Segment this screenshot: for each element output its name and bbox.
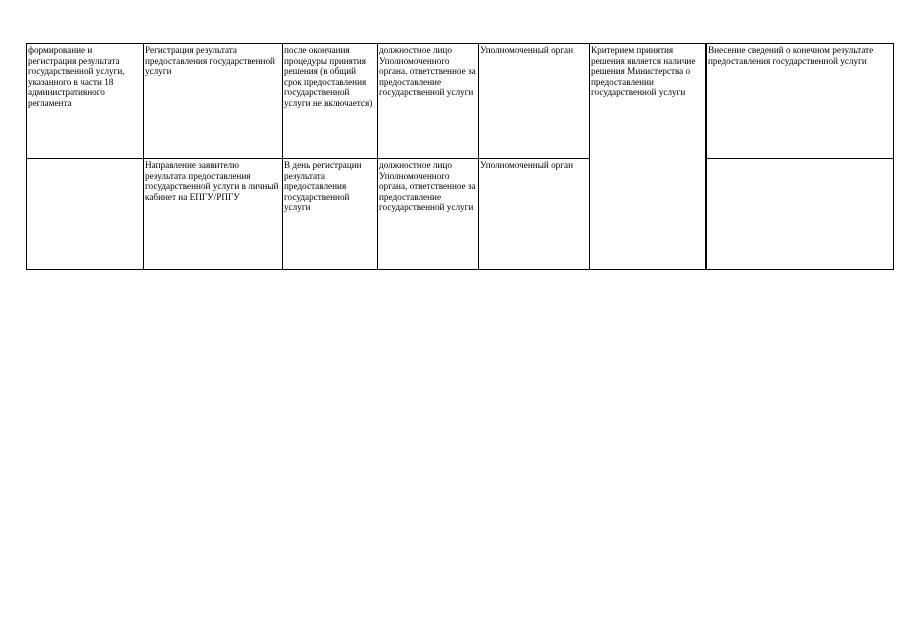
place-cell [479, 159, 590, 270]
action-text: Регистрация результата предоставления государственной услуги [145, 45, 275, 77]
criteria-cell [590, 44, 707, 270]
place-cell [479, 44, 590, 159]
basis-cell [27, 44, 144, 159]
table-row [27, 44, 894, 159]
place-text: Уполномоченный орган [480, 160, 574, 170]
term-text: В день регистрации результата предоставления государственной услуги [284, 160, 362, 213]
action-cell [144, 44, 283, 159]
action-cell [144, 159, 283, 270]
official-cell [378, 44, 479, 159]
procedure-table [26, 43, 894, 270]
official-text: должностное лицо Уполномоченного органа, ответственное за предоставление государственной услуги [379, 45, 476, 98]
result-text: Внесение сведений о конечном результате предоставления государственной услуги [708, 45, 874, 66]
term-text: после окончания процедуры принятия решения (в общий срок предоставления государственной услуги не включается) [284, 45, 373, 108]
term-cell [283, 44, 378, 159]
basis-text: формирование и регистрация результата государственной услуги, указанного в части 18 административного регламента [28, 45, 125, 108]
term-cell [283, 159, 378, 270]
result-cell [706, 159, 894, 270]
action-text: Направление заявителю результата предоставления государственной услуги в личный кабинет на ЕПГУ/РПГУ [145, 160, 279, 202]
official-text: должностное лицо Уполномоченного органа, ответственное за предоставление государственной услуги [379, 160, 476, 213]
place-text: Уполномоченный орган [480, 45, 574, 55]
result-cell [706, 44, 894, 159]
basis-cell [27, 159, 144, 270]
criteria-text: Критерием принятия решения является наличие решения Министерства о предоставлении государственной услуги [591, 45, 696, 98]
table-row [27, 159, 894, 270]
official-cell [378, 159, 479, 270]
